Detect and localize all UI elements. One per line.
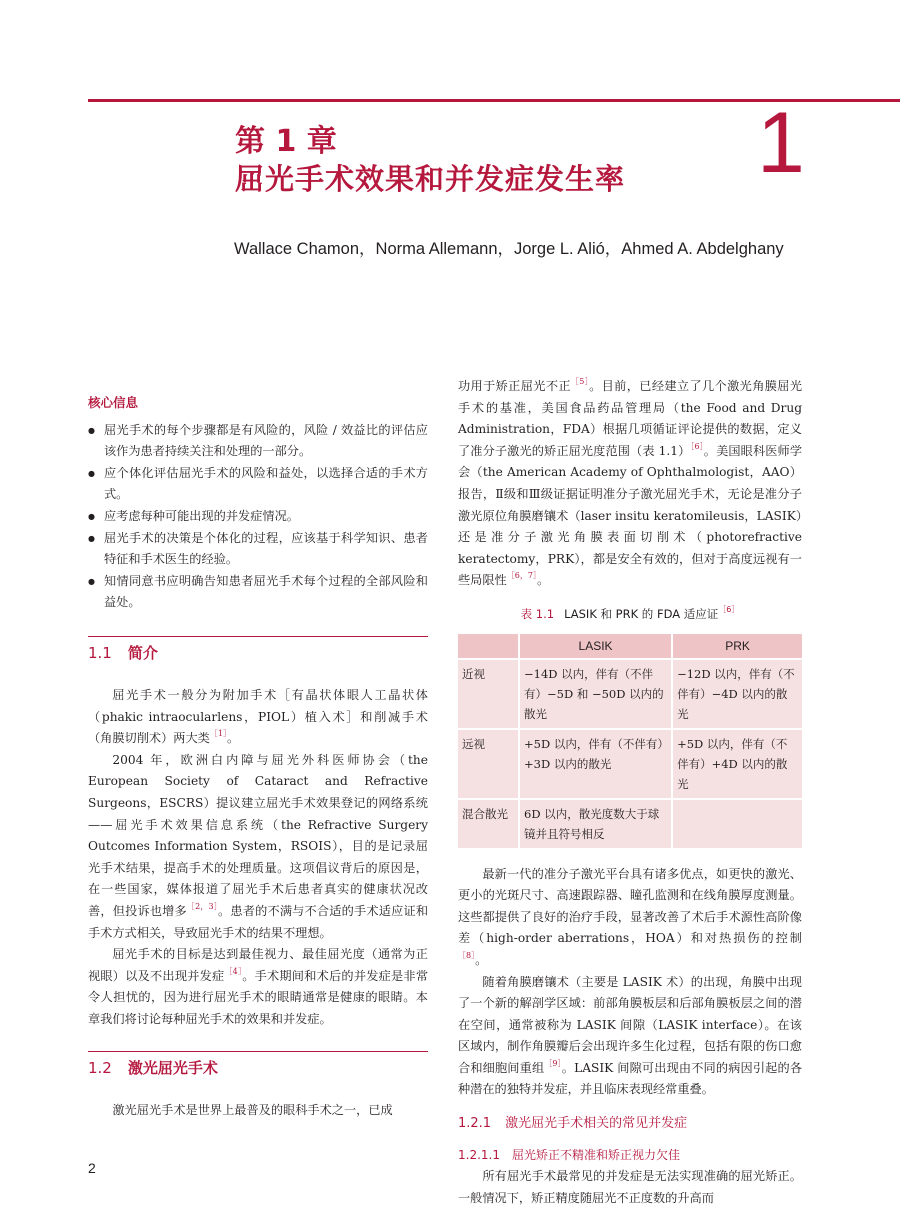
key-info-item: ● 应考虑每种可能出现的并发症情况。: [88, 506, 428, 528]
fda-indications-table: [458, 634, 802, 848]
citation: ［6，7］: [506, 571, 537, 581]
paragraph: 随着角膜磨镶术（主要是 LASIK 术）的出现，角膜中出现了一个新的解剖学区域：前部角膜板层和后部角膜板层之间的潜在空间，通常被称为 LASIK 间隙（LASIK interface）。在该区域内，制作角膜瓣后会出现许多生化过程，包括有限的伤口愈合和细胞间重组$^{[9]}$。LASIK 间隙可出现由不同的病因引起的各种潜在的独特并发症，并且临床表现经常重叠。: [458, 974, 803, 1097]
key-info-item: ● 屈光手术的决策是个体化的过程，应该基于科学知识、患者特征和手术医生的经验。: [88, 528, 428, 571]
paragraph: 屈光手术的目标是达到最佳视力、最佳屈光度（通常为正视眼）以及不出现并发症$^{[4]}$。手术期间和术后的并发症是非常令人担忧的，因为进行屈光手术的眼睛通常是健康的眼睛。本章我们将讨论每种屈光手术的效果和并发症。: [88, 947, 429, 1026]
section-rule: [88, 1051, 428, 1053]
chapter-number: 1: [757, 95, 805, 191]
table-cell: −12D 以内，伴有（不伴有）−4D 以内的散光: [672, 659, 802, 729]
section-rule: [88, 636, 428, 638]
section-1-1-body: [88, 685, 428, 1031]
paragraph: 功用于矫正屈光不正$^{[5]}$。目前，已经建立了几个激光角膜屈光手术的基准，美国食品药品管理局（the Food and Drug Administration，FDA）根据几项循证评论提供的数据，定义了准分子激光的矫正屈光度范围（表 1.1）$^{[6]}$。美国眼科医师学会（the American Academy of Ophthalmologist，AAO）报告，Ⅱ级和Ⅲ级证据证明准分子激光屈光手术，无论是准分子激光原位角膜磨镶术（laser insitu keratomileusis，LASIK）还是准分子激光角膜表面切削术（photorefractive keratectomy，PRK），都是安全有效的，但对于高度远视有一些局限性$^{[6,7]}$。: [458, 377, 803, 588]
table-label: 表 1.1: [520, 606, 555, 621]
table-row: [458, 659, 802, 729]
table-cell: 近视: [458, 659, 519, 729]
paragraph: 2004 年，欧洲白内障与屈光外科医师协会（the European Society of Cataract and Refractive Surgeons，ESCRS）提议建立屈光手术效果登记的网络系统——屈光手术效果信息系统（the Refractive Surgery Outcomes Information System，RSOIS），目的是记录屈光手术结果，提高手术的处理质量。这项倡议背后的原因是，在一些国家，媒体报道了屈光手术后患者真实的健康状况改善，但投诉也增多$^{[2,3]}$。患者的不满与不合适的手术适应证和手术方式相关，导致屈光手术的结果不理想。: [88, 752, 429, 940]
table-cell: 6D 以内，散光度数大于球镜并且符号相反: [519, 799, 672, 848]
table-header-row: [458, 634, 802, 659]
section-number: 1.1: [88, 644, 112, 663]
right-body: [458, 864, 802, 1102]
authors: Wallace Chamon，Norma Allemann，Jorge L. Alió，Ahmed A. Abdelghany: [234, 240, 784, 258]
key-info-item: ● 应个体化评估屈光手术的风险和益处，以选择合适的手术方式。: [88, 463, 428, 506]
table-cell: 混合散光: [458, 799, 519, 848]
section-number: 1.2: [88, 1059, 112, 1078]
key-info-title: 核心信息: [88, 395, 139, 410]
table-cell: +5D 以内，伴有（不伴有）+4D 以内的散光: [672, 729, 802, 799]
paragraph: 所有屈光手术最常见的并发症是无法实现准确的屈光矫正。一般情况下，矫正精度随屈光不正度数的升高而: [458, 1169, 802, 1205]
table-header-cell: PRK: [672, 634, 802, 659]
citation: ［6］: [690, 441, 704, 451]
citation: ［4］: [224, 966, 243, 976]
subsection-heading-1-2-1-1: [458, 1145, 802, 1167]
section-title: 激光屈光手术: [127, 1059, 218, 1078]
right-column: [458, 376, 802, 1209]
chapter-label: 第 1 章: [235, 124, 337, 159]
citation: ［2，3］: [186, 901, 218, 911]
citation: ［8］: [458, 950, 476, 960]
table-cell: 远视: [458, 729, 519, 799]
subsection-title: 激光屈光手术相关的常见并发症: [505, 1116, 688, 1132]
key-info-item: ● 屈光手术的每个步骤都是有风险的，风险 / 效益比的评估应该作为患者持续关注和处理的一部分。: [88, 420, 428, 463]
citation: ［9］: [544, 1058, 562, 1068]
key-info-item: ● 知情同意书应明确告知患者屈光手术每个过程的全部风险和益处。: [88, 571, 428, 614]
table-cell: [672, 799, 802, 848]
page-number: 2: [88, 1160, 96, 1176]
subsection-heading-1-2-1: [458, 1113, 802, 1135]
table-cell: −14D 以内，伴有（不伴有）−5D 和 −50D 以内的散光: [519, 659, 672, 729]
table-cell: +5D 以内，伴有（不伴有）+3D 以内的散光: [519, 729, 672, 799]
section-heading-1-2: [88, 1058, 428, 1080]
left-column: [88, 392, 428, 1121]
paragraph: 屈光手术一般分为附加手术［有晶状体眼人工晶状体（phakic intraocularlens，PIOL）植入术］和削减手术（角膜切削术）两大类$^{[1]}$。: [88, 688, 428, 746]
section-title: 简介: [127, 644, 158, 663]
key-info-list: [88, 420, 428, 614]
subsection-number: 1.2.1: [458, 1116, 492, 1132]
table-caption-text: LASIK 和 PRK 的 FDA 适应证: [564, 606, 719, 621]
table-header-cell: LASIK: [519, 634, 672, 659]
table-header-cell: [458, 634, 519, 659]
citation: ［6］: [718, 604, 740, 614]
citation: ［5］: [570, 377, 590, 386]
table-caption: [458, 604, 802, 626]
subsection-title: 屈光矫正不精准和矫正视力欠佳: [511, 1147, 680, 1162]
table-row: [458, 799, 802, 848]
citation: ［1］: [209, 729, 227, 739]
table-row: [458, 729, 802, 799]
section-heading-1-1: [88, 643, 428, 665]
chapter-title: 屈光手术效果和并发症发生率: [235, 162, 626, 196]
paragraph: 最新一代的准分子激光平台具有诸多优点，如更快的激光、更小的光斑尺寸、高速跟踪器、瞳孔监测和在线角膜厚度测量。这些都提供了良好的治疗手段，显著改善了术后手术源性高阶像差（high-order aberrations，HOA）和对热损伤的控制$^{[8]}$。: [458, 866, 802, 967]
paragraph: 激光屈光手术是世界上最普及的眼科手术之一，已成: [112, 1102, 393, 1117]
subsection-number: 1.2.1.1: [458, 1147, 500, 1162]
